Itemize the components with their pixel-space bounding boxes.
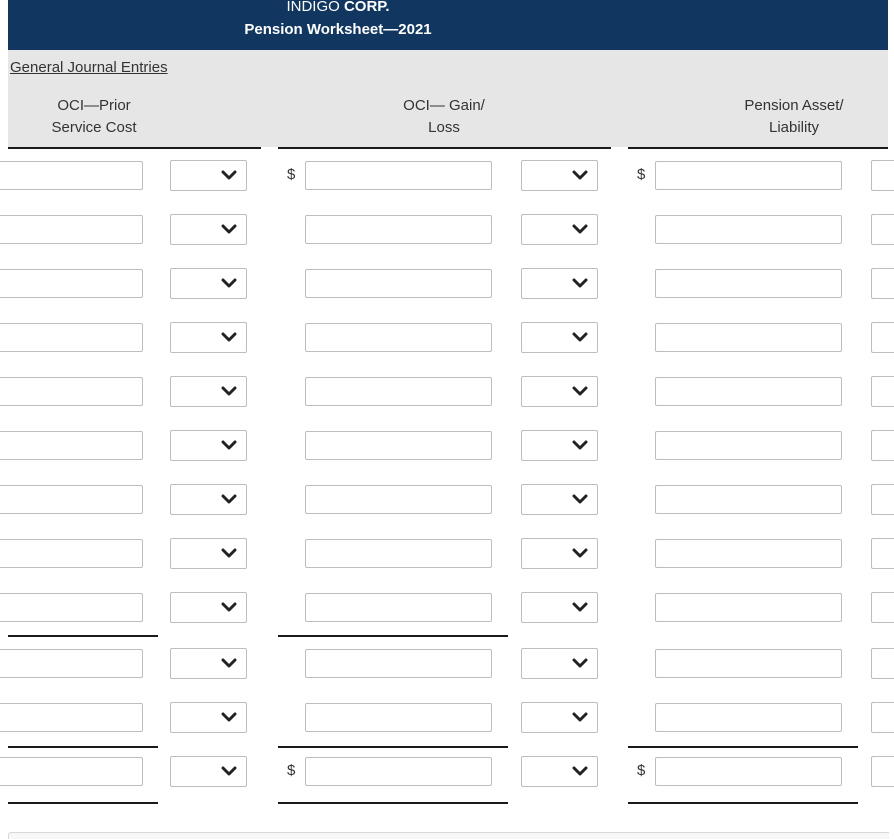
oci-prior-service-cost-dropdown[interactable] — [170, 268, 247, 299]
pension-asset-liability-input[interactable] — [655, 269, 842, 298]
oci-gain-loss-dropdown[interactable] — [521, 430, 598, 461]
subtotal-rule — [8, 802, 158, 804]
currency-symbol: $ — [637, 166, 646, 183]
oci-prior-service-cost-input[interactable] — [0, 485, 143, 514]
column-header-pension-asset-liability: Pension Asset/ Liability — [744, 97, 844, 136]
pension-asset-liability-input[interactable] — [655, 215, 842, 244]
subtotal-rule — [278, 802, 508, 804]
pension-asset-liability-input[interactable] — [655, 377, 842, 406]
column-header-oci-prior-service-cost: OCI—Prior Service Cost — [51, 97, 137, 136]
oci-gain-loss-input[interactable] — [305, 323, 492, 352]
oci-prior-service-cost-dropdown[interactable] — [170, 484, 247, 515]
oci-gain-loss-input[interactable] — [305, 649, 492, 678]
oci-prior-service-cost-dropdown[interactable] — [170, 214, 247, 245]
oci-gain-loss-dropdown[interactable] — [521, 214, 598, 245]
oci-gain-loss-input[interactable] — [305, 269, 492, 298]
pension-asset-liability-input[interactable] — [655, 161, 842, 190]
pension-asset-liability-dropdown[interactable] — [871, 268, 894, 299]
pension-asset-liability-dropdown[interactable] — [871, 160, 894, 191]
oci-prior-service-cost-dropdown[interactable] — [170, 538, 247, 569]
worksheet-banner — [8, 0, 888, 50]
subtotal-rule — [278, 635, 508, 637]
oci-prior-service-cost-dropdown[interactable] — [170, 160, 247, 191]
header-rule — [278, 147, 611, 149]
oci-prior-service-cost-input[interactable] — [0, 431, 143, 460]
pension-asset-liability-dropdown[interactable] — [871, 484, 894, 515]
pension-asset-liability-dropdown[interactable] — [871, 756, 894, 787]
oci-gain-loss-dropdown[interactable] — [521, 592, 598, 623]
section-title: General Journal Entries — [10, 59, 168, 76]
oci-prior-service-cost-input[interactable] — [0, 161, 143, 190]
oci-prior-service-cost-input[interactable] — [0, 539, 143, 568]
oci-gain-loss-input[interactable] — [305, 161, 492, 190]
oci-prior-service-cost-dropdown[interactable] — [170, 648, 247, 679]
oci-prior-service-cost-input[interactable] — [0, 215, 143, 244]
pension-asset-liability-dropdown[interactable] — [871, 322, 894, 353]
company-name: INDIGO CORP. — [286, 0, 390, 15]
oci-gain-loss-input[interactable] — [305, 215, 492, 244]
worksheet-title: Pension Worksheet—2021 — [244, 21, 432, 38]
oci-gain-loss-dropdown[interactable] — [521, 268, 598, 299]
oci-prior-service-cost-dropdown[interactable] — [170, 376, 247, 407]
oci-prior-service-cost-dropdown[interactable] — [170, 322, 247, 353]
pension-asset-liability-dropdown[interactable] — [871, 592, 894, 623]
oci-gain-loss-dropdown[interactable] — [521, 756, 598, 787]
header-rule — [8, 147, 261, 149]
currency-symbol: $ — [287, 166, 296, 183]
pension-asset-liability-dropdown[interactable] — [871, 702, 894, 733]
pension-asset-liability-input[interactable] — [655, 649, 842, 678]
pension-asset-liability-input[interactable] — [655, 703, 842, 732]
oci-gain-loss-dropdown[interactable] — [521, 702, 598, 733]
pension-asset-liability-input[interactable] — [655, 539, 842, 568]
subtotal-rule — [8, 746, 158, 748]
oci-gain-loss-dropdown[interactable] — [521, 322, 598, 353]
oci-gain-loss-dropdown[interactable] — [521, 376, 598, 407]
oci-gain-loss-input[interactable] — [305, 539, 492, 568]
pension-asset-liability-input[interactable] — [655, 431, 842, 460]
oci-gain-loss-input[interactable] — [305, 703, 492, 732]
oci-prior-service-cost-dropdown[interactable] — [170, 592, 247, 623]
pension-asset-liability-input[interactable] — [655, 757, 842, 786]
subtotal-rule — [628, 746, 858, 748]
pension-asset-liability-input[interactable] — [655, 593, 842, 622]
pension-asset-liability-dropdown[interactable] — [871, 648, 894, 679]
oci-gain-loss-dropdown[interactable] — [521, 538, 598, 569]
oci-gain-loss-input[interactable] — [305, 431, 492, 460]
oci-prior-service-cost-input[interactable] — [0, 269, 143, 298]
currency-symbol: $ — [637, 762, 646, 779]
oci-prior-service-cost-dropdown[interactable] — [170, 702, 247, 733]
oci-prior-service-cost-input[interactable] — [0, 377, 143, 406]
oci-prior-service-cost-input[interactable] — [0, 323, 143, 352]
oci-prior-service-cost-dropdown[interactable] — [170, 430, 247, 461]
subtotal-rule — [8, 635, 158, 637]
oci-prior-service-cost-input[interactable] — [0, 703, 143, 732]
oci-gain-loss-dropdown[interactable] — [521, 648, 598, 679]
oci-gain-loss-dropdown[interactable] — [521, 160, 598, 191]
pension-asset-liability-dropdown[interactable] — [871, 538, 894, 569]
oci-gain-loss-input[interactable] — [305, 593, 492, 622]
pension-asset-liability-input[interactable] — [655, 323, 842, 352]
oci-prior-service-cost-dropdown[interactable] — [170, 756, 247, 787]
oci-gain-loss-input[interactable] — [305, 757, 492, 786]
subtotal-rule — [278, 746, 508, 748]
oci-gain-loss-input[interactable] — [305, 485, 492, 514]
pension-asset-liability-dropdown[interactable] — [871, 214, 894, 245]
pension-asset-liability-input[interactable] — [655, 485, 842, 514]
oci-prior-service-cost-input[interactable] — [0, 757, 143, 786]
oci-gain-loss-dropdown[interactable] — [521, 484, 598, 515]
column-header-oci-gain-loss: OCI— Gain/ Loss — [403, 97, 485, 136]
subtotal-rule — [628, 802, 858, 804]
header-rule — [628, 147, 888, 149]
pension-asset-liability-dropdown[interactable] — [871, 430, 894, 461]
oci-gain-loss-input[interactable] — [305, 377, 492, 406]
pension-asset-liability-dropdown[interactable] — [871, 376, 894, 407]
currency-symbol: $ — [287, 762, 296, 779]
oci-prior-service-cost-input[interactable] — [0, 649, 143, 678]
oci-prior-service-cost-input[interactable] — [0, 593, 143, 622]
